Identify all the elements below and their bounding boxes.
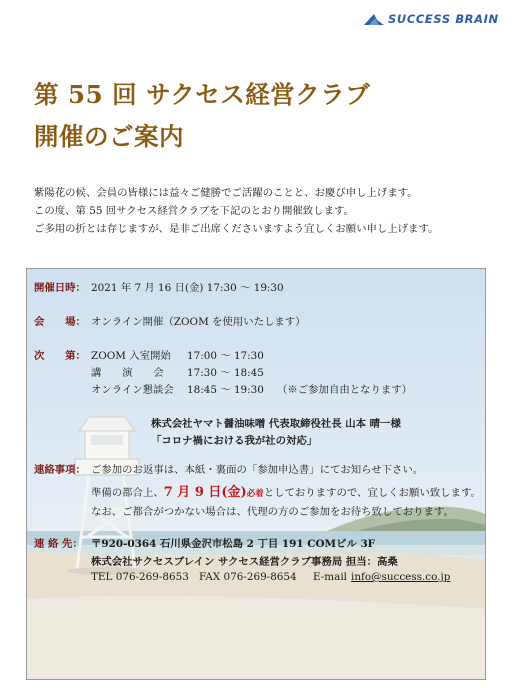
contact-tel: TEL 076-269-8653 — [91, 571, 189, 583]
venue-value: オンライン開催（ZOOM を使用いたします） — [91, 316, 306, 328]
contact-label: 連 絡 先： — [34, 538, 83, 550]
schedule-item-name: オンライン懇談会 — [91, 384, 174, 396]
schedule-item-time: 18:45 ～ 19:30 — [187, 384, 264, 396]
date-label: 開催日時： — [34, 282, 86, 294]
contact-fax: FAX 076-269-8654 — [199, 571, 297, 583]
intro-line: この度、第 55 回サクセス経営クラブを下記のとおり開催致します。 — [34, 205, 354, 217]
deadline-date: 7 月 9 日(金) — [163, 485, 247, 500]
logo-text: SUCCESS BRAIN — [388, 12, 499, 26]
wave-icon — [363, 12, 385, 26]
details-panel — [26, 268, 486, 680]
contact-address: 〒920-0364 石川県金沢市松島 2 丁目 191 COMビル 3F — [91, 538, 376, 550]
notice-line: ご参加のお返事は、本紙・裏面の「参加申込書」にてお知らせ下さい。 — [91, 464, 424, 476]
page-title-line2: 開催のご案内 — [34, 122, 184, 151]
lecture-topic: 「コロナ禍における我が社の対応」 — [151, 435, 318, 447]
intro-line: ご多用の折とは存じますが、是非ご出席くださいますよう宜しくお願い申し上げます。 — [34, 223, 439, 235]
contact-office: 株式会社サクセスブレイン サクセス経営クラブ事務局 担当：高桑 — [91, 556, 398, 568]
contact-email[interactable] — [351, 571, 450, 583]
company-logo — [363, 12, 499, 26]
date-value: 2021 年 7 月 16 日(金) 17:30 ～ 19:30 — [91, 282, 284, 294]
schedule-item-note: （※ご参加自由となります） — [277, 384, 413, 396]
schedule-item-time: 17:00 ～ 17:30 — [187, 350, 264, 362]
notice-label: 連絡事項： — [34, 464, 86, 476]
notice-line: なお、ご都合がつかない場合は、代理の方のご参加をお待ち致しております。 — [91, 506, 454, 518]
schedule-label: 次 第： — [34, 350, 86, 362]
page-title-line1: 第 55 回 サクセス経営クラブ — [34, 80, 371, 109]
intro-line: 紫陽花の候、会員の皆様には益々ご健勝でご活躍のことと、お慶び申し上げます。 — [34, 187, 418, 199]
venue-label: 会 場： — [34, 316, 86, 328]
speaker-line: 株式会社ヤマト醤油味噌 代表取締役社長 山本 晴一様 — [151, 418, 401, 430]
intro-text — [34, 184, 438, 238]
contact-email-label: E-mail — [313, 571, 347, 583]
deadline-suffix: 必着 — [246, 489, 264, 499]
schedule-item-time: 17:30 ～ 18:45 — [187, 367, 264, 379]
schedule-item-name: 講 演 会 — [91, 367, 164, 379]
email-link[interactable]: info@success.co.jp — [351, 571, 451, 583]
notice-text: 準備の都合上、 — [91, 487, 164, 499]
notice-text: としておりますので、宜しくお願い致します。 — [263, 487, 481, 499]
schedule-item-name: ZOOM 入室開始 — [91, 350, 171, 362]
notice-line — [91, 481, 481, 500]
